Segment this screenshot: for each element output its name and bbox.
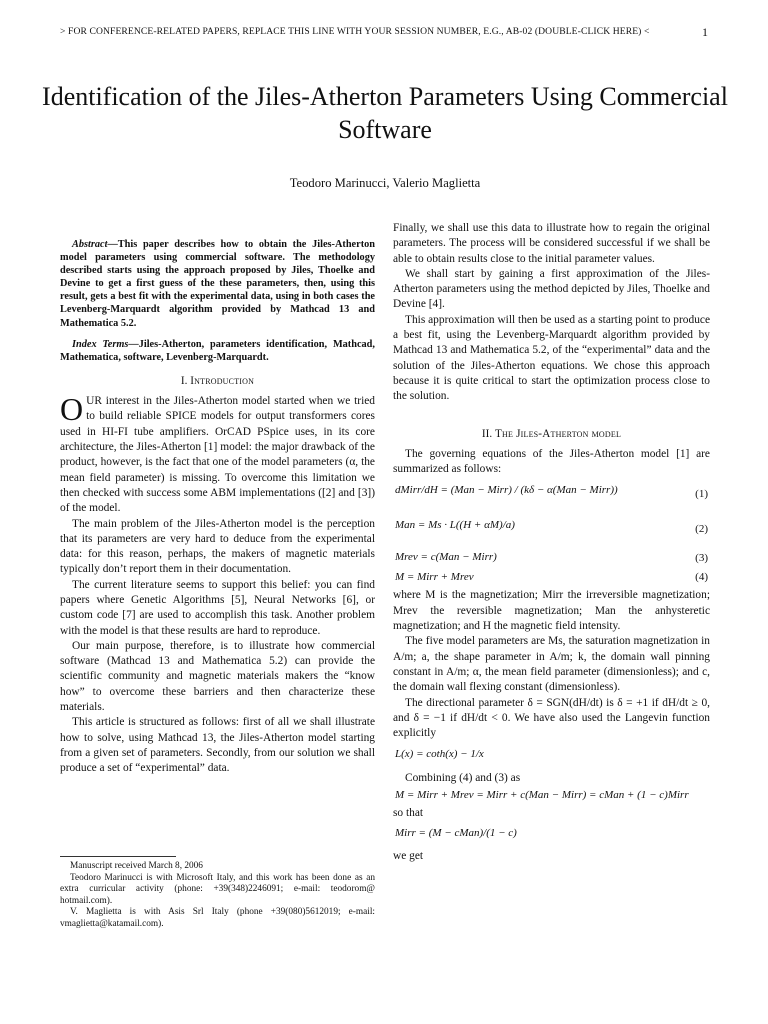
so-that-text: so that xyxy=(393,806,424,819)
mirr-equation xyxy=(393,821,710,849)
section-title: Introduction xyxy=(190,374,255,387)
combined-equation xyxy=(393,787,710,806)
author-list: Teodoro Marinucci, Valerio Maglietta xyxy=(289,176,481,190)
right-column xyxy=(393,221,710,864)
footnotes xyxy=(60,856,375,931)
equation-3 xyxy=(393,547,710,570)
footnote-author-1: Teodoro Marinucci is with Microsoft Italy, and this work has been done as an extra curricular activity (phone: +39(348)2246091; e-mail: teodorom@ hotmail.com). xyxy=(60,872,375,906)
page-number: 1 xyxy=(702,25,708,39)
right-paragraph-2: We shall start by gaining a first approximation of the Jiles-Atherton parameters using the method depicted by Jiles, Thoelke and Devine [4]. xyxy=(393,267,710,311)
index-terms-lead: Index Terms xyxy=(72,338,129,350)
equation-expression: M = Mirr + Mrev xyxy=(395,571,474,584)
combining-paragraph: Combining (4) and (3) as xyxy=(405,772,521,785)
abstract-lead: Abstract xyxy=(72,239,108,250)
where-paragraph: where M is the magnetization; Mirr the irreversible magnetization; Mrev the reversible magnetization; Man the anhysteretic magnetization; and H the magnetic field intensity. xyxy=(393,589,710,633)
equation-expression: Man = Ms · L((H + αM)/a) xyxy=(395,519,515,532)
abstract xyxy=(60,238,375,330)
paper-title: Identification of the Jiles-Atherton Parameters Using Commercial Software xyxy=(42,82,728,144)
equation-4 xyxy=(393,570,710,588)
equation-number: (1) xyxy=(695,488,708,501)
intro-paragraph-2: The main problem of the Jiles-Atherton model is the perception that its parameters are very hard to deduce from the experimental data: for this reason, perhaps, the makers of magnetic materials typically don’t report them in their documentation. xyxy=(60,517,375,576)
drop-cap: O xyxy=(60,391,84,428)
intro-paragraph-4: Our main purpose, therefore, is to illustrate how commercial software (Mathcad 13 and Mathematica 5.2) can provide the scientific community and magnetic materials makers the “know how” to overcome these barriers and then characterize these materials. xyxy=(60,639,375,714)
equation-number: (2) xyxy=(695,523,708,536)
equation-expression: M = Mirr + Mrev = Mirr + c(Man − Mirr) = cMan + (1 − c)Mirr xyxy=(395,788,689,801)
left-column xyxy=(60,238,375,777)
equation-expression: L(x) = coth(x) − 1/x xyxy=(395,748,484,761)
section-heading-ja-model xyxy=(393,427,710,442)
right-paragraph-3: This approximation will then be used as a starting point to produce a best fit, using the Levenberg-Marquardt algorithm provided by Mathcad 13 and Mathematica 5.2, of the “experimental” data and the solution of the Jiles-Atherton equations. We chose this approach because it is quite critical to start the optimization process close to the solution. xyxy=(393,313,710,403)
section-numeral: I. xyxy=(180,374,188,387)
intro-paragraph-1: OUR interest in the Jiles-Atherton model started when we tried to build reliable SPICE models for output transformers cores used in HI-FI tube amplifiers. OrCAD PSpice uses, in its core architecture, the Jiles-Atherton [1] model: the major drawback of the product, however, is the fact that one of the model parameters (α, the mean field parameter) is missing. To overcome this limitation we then checked with success some ABM implementations ([2] and [3]) of the model. xyxy=(60,391,375,515)
parameters-paragraph: The five model parameters are Ms, the saturation magnetization in A/m; a, the shape parameter in A/m; k, the domain wall pinning constant in A/m; α, the mean field parameter (dimensionless); and c, the domain wall flexing constant (dimensionless). xyxy=(393,635,710,694)
footnote-received: Manuscript received March 8, 2006 xyxy=(70,861,203,871)
section-title: The Jiles-Atherton model xyxy=(494,427,622,440)
equation-number: (4) xyxy=(695,571,708,584)
we-get-text: we get xyxy=(393,850,424,863)
right-paragraph-1: Finally, we shall use this data to illustrate how to regain the original parameters. The process will be considered successful if we shall be able to obtain results close to the initial parameter values. xyxy=(393,222,710,265)
section-heading-introduction xyxy=(60,374,375,389)
running-header: > FOR CONFERENCE-RELATED PAPERS, REPLACE THIS LINE WITH YOUR SESSION NUMBER, E.G., AB-02 (DOUBLE-CLICK HERE) < xyxy=(60,26,650,37)
equations-intro: The governing equations of the Jiles-Atherton model [1] are summarized as follows: xyxy=(393,447,710,476)
intro-paragraph-5: This article is structured as follows: first of all we shall illustrate how to solve, using Mathcad 13, the Jiles-Atherton model starting from a given set of parameters. Secondly, from our solution we shall produce a set of “experimental” data. xyxy=(60,716,375,775)
equation-2 xyxy=(393,512,710,547)
index-terms-text: —Jiles-Atherton, parameters identification, Mathcad, Mathematica, software, Levenberg-Marquardt. xyxy=(60,338,375,363)
abstract-text: —This paper describes how to obtain the Jiles-Atherton model parameters using commercial software. The methodology described starts using the approach proposed by Jiles, Thoelke and Devine to get a first guess of the these parameters, then, using this result, gets a best fit with the experimental data, using in both cases the Levenberg-Marquardt algorithm provided by Mathcad 13 and Mathematica 5.2. xyxy=(60,239,375,329)
footnote-author-2: V. Maglietta is with Asis Srl Italy (phone +39(080)5612019; e-mail: vmaglietta@katamail.com). xyxy=(60,907,375,929)
equation-number: (3) xyxy=(695,552,708,565)
equation-expression: dMirr/dH = (Man − Mirr) / (kδ − α(Man − Mirr)) xyxy=(395,484,618,497)
langevin-equation xyxy=(393,741,710,771)
intro-paragraph-3: The current literature seems to support this belief: you can find papers where Genetic Algorithms [5], Neural Networks [6], or custom code [7] are used to accomplish this task. Another problem with the model is that these results are hard to reproduce. xyxy=(60,578,375,637)
section-numeral: II. xyxy=(481,427,493,440)
footnote-rule xyxy=(60,856,176,857)
directional-paragraph: The directional parameter δ = SGN(dH/dt) is δ = +1 if dH/dt ≥ 0, and δ = −1 if dH/dt < 0. We have also used the Langevin function explicitly xyxy=(393,696,710,740)
index-terms xyxy=(60,338,375,364)
equation-expression: Mirr = (M − cMan)/(1 − c) xyxy=(395,827,517,840)
equation-1 xyxy=(393,477,710,512)
equation-expression: Mrev = c(Man − Mirr) xyxy=(395,551,497,564)
